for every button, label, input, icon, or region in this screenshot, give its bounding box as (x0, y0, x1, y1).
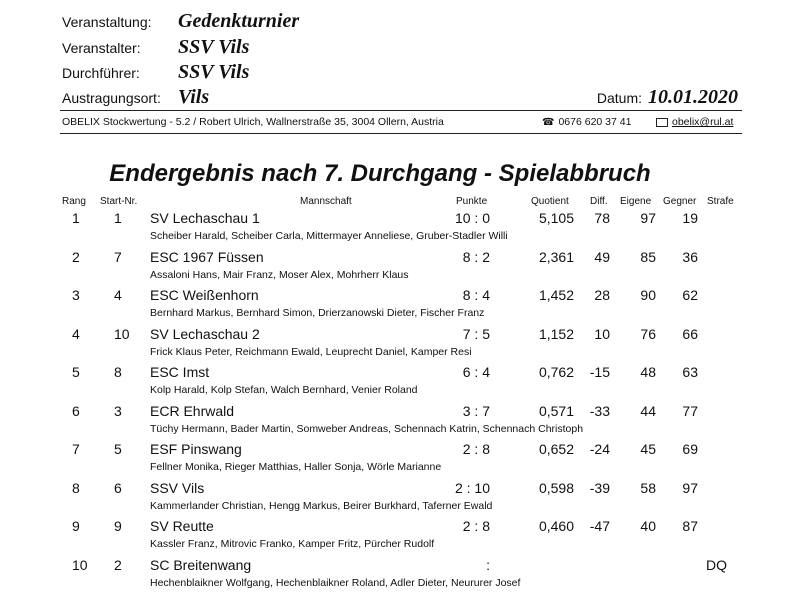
page-title: Endergebnis nach 7. Durchgang - Spielabbruch (109, 160, 651, 187)
cell-eigene: 40 (640, 518, 656, 534)
cell-eigene: 48 (640, 364, 656, 380)
cell-eigene: 85 (640, 248, 656, 265)
cell-punkte: : (486, 556, 490, 573)
cell-diff: -24 (589, 441, 610, 457)
team-players: Kolp Harald, Kolp Stefan, Walch Bernhard, Venier Roland (150, 384, 418, 396)
table-row (0, 518, 800, 556)
cell-gegner: 77 (682, 402, 698, 419)
datum-label: Datum: (596, 90, 642, 106)
cell-rang: 1 (72, 210, 80, 226)
cell-quotient: 2,361 (538, 248, 574, 265)
contact-email[interactable]: obelix@rul.at (672, 116, 734, 128)
cell-rang: 9 (72, 518, 80, 534)
cell-punkte: 2 : 8 (462, 441, 490, 457)
col-rang: Rang (62, 196, 86, 207)
cell-eigene: 44 (640, 402, 656, 419)
cell-punkte: 6 : 4 (462, 364, 490, 380)
veranstaltung-value: Gedenkturnier (178, 10, 300, 32)
cell-rang: 2 (72, 248, 80, 265)
veranstalter-label: Veranstalter: (62, 40, 141, 56)
cell-punkte: 8 : 2 (462, 248, 490, 265)
durchfuehrer-value: SSV Vils (178, 61, 250, 83)
cell-diff: 28 (594, 287, 610, 303)
mail-icon (656, 118, 668, 127)
cell-strafe: DQ (706, 556, 727, 573)
cell-diff: -33 (589, 402, 610, 419)
table-row (0, 287, 800, 325)
header-veranstalter (62, 36, 249, 60)
table-row (0, 326, 800, 364)
cell-start: 4 (114, 287, 122, 303)
header-rule-bottom (60, 133, 742, 134)
table-row (0, 364, 800, 402)
header-durchfuehrer (62, 61, 249, 85)
cell-quotient: 5,105 (538, 210, 574, 226)
contact-mail-wrap (656, 116, 733, 128)
cell-punkte: 2 : 8 (462, 518, 490, 534)
cell-gegner: 69 (682, 441, 698, 457)
team-players: Hechenblaikner Wolfgang, Hechenblaikner Roland, Adler Dieter, Neururer Josef (150, 576, 521, 589)
cell-gegner: 19 (682, 210, 698, 226)
cell-quotient: 1,452 (538, 287, 574, 303)
cell-team: ESC 1967 Füssen (150, 248, 264, 265)
cell-team: SV Reutte (150, 518, 214, 534)
team-players: Bernhard Markus, Bernhard Simon, Drierzanowski Dieter, Fischer Franz (150, 307, 485, 319)
team-players: Kassler Franz, Mitrovic Franko, Kamper Fritz, Pürcher Rudolf (150, 538, 435, 550)
cell-eigene: 76 (640, 325, 656, 342)
cell-quotient: 1,152 (538, 325, 574, 342)
team-players: Tüchy Hermann, Bader Martin, Somweber Andreas, Schennach Katrin, Schennach Christoph (150, 422, 584, 435)
cell-rang: 5 (72, 364, 80, 380)
contact-address: OBELIX Stockwertung - 5.2 / Robert Ulrich, Wallnerstraße 35, 3004 Ollern, Austria (62, 116, 444, 128)
cell-team: ESC Weißenhorn (150, 287, 259, 303)
cell-eigene: 58 (640, 479, 656, 496)
cell-gegner: 62 (682, 287, 698, 303)
cell-start: 9 (114, 518, 122, 534)
cell-team: ESC Imst (150, 364, 210, 380)
table-row (0, 403, 800, 441)
header-rule-top (60, 110, 742, 111)
cell-eigene: 97 (640, 210, 656, 226)
cell-punkte: 7 : 5 (462, 325, 490, 342)
cell-diff: 78 (594, 210, 610, 226)
cell-diff: -15 (589, 364, 610, 380)
team-players: Scheiber Harald, Scheiber Carla, Mittermayer Anneliese, Gruber-Stadler Willi (150, 230, 508, 242)
veranstalter-value: SSV Vils (178, 36, 250, 58)
datum-value: 10.01.2020 (648, 86, 738, 108)
cell-start: 2 (114, 556, 122, 573)
team-players: Frick Klaus Peter, Reichmann Ewald, Leuprecht Daniel, Kamper Resi (150, 345, 472, 358)
team-players: Kammerlander Christian, Hengg Markus, Beirer Burkhard, Taferner Ewald (150, 499, 493, 512)
cell-rang: 8 (72, 479, 80, 496)
cell-eigene: 90 (640, 287, 656, 303)
col-punkte: Punkte (456, 196, 488, 207)
cell-rang: 10 (72, 556, 88, 573)
cell-team: SC Breitenwang (150, 556, 252, 573)
cell-quotient: 0,652 (538, 441, 574, 457)
header-austragungsort (62, 86, 209, 110)
cell-quotient: 0,598 (538, 479, 574, 496)
cell-gegner: 87 (682, 518, 698, 534)
cell-start: 7 (114, 248, 122, 265)
austragungsort-label: Austragungsort: (62, 90, 161, 106)
contact-line (62, 116, 740, 130)
durchfuehrer-label: Durchführer: (62, 65, 140, 81)
col-quotient: Quotient (531, 196, 569, 207)
col-diff: Diff. (590, 196, 608, 207)
cell-diff: -47 (589, 518, 610, 534)
cell-punkte: 3 : 7 (462, 402, 490, 419)
cell-team: ECR Ehrwald (150, 402, 235, 419)
cell-diff: 49 (594, 248, 610, 265)
cell-team: SV Lechaschau 2 (150, 325, 260, 342)
col-start: Start-Nr. (100, 196, 138, 207)
datum (597, 86, 738, 109)
table-row (0, 249, 800, 287)
cell-quotient: 0,571 (538, 402, 574, 419)
contact-phone: 0676 620 37 41 (558, 116, 632, 128)
cell-start: 6 (114, 479, 122, 496)
cell-rang: 4 (72, 325, 80, 342)
col-mannschaft: Mannschaft (300, 196, 352, 207)
cell-team: ESF Pinswang (150, 441, 242, 457)
austragungsort-value: Vils (178, 86, 210, 108)
cell-start: 5 (114, 441, 122, 457)
cell-diff: 10 (594, 325, 610, 342)
cell-gegner: 36 (682, 248, 698, 265)
cell-rang: 6 (72, 402, 80, 419)
team-players: Fellner Monika, Rieger Matthias, Haller Sonja, Wörle Marianne (150, 461, 442, 473)
table-row (0, 210, 800, 248)
cell-quotient: 0,460 (538, 518, 574, 534)
cell-team: SV Lechaschau 1 (150, 210, 260, 226)
cell-quotient: 0,762 (538, 364, 574, 380)
cell-gegner: 63 (682, 364, 698, 380)
cell-start: 8 (114, 364, 122, 380)
cell-eigene: 45 (640, 441, 656, 457)
veranstaltung-label: Veranstaltung: (62, 14, 152, 30)
cell-punkte: 2 : 10 (454, 479, 490, 496)
contact-phone-wrap (542, 116, 631, 128)
table-row (0, 557, 800, 595)
cell-start: 3 (114, 402, 122, 419)
cell-punkte: 8 : 4 (462, 287, 490, 303)
cell-diff: -39 (589, 479, 610, 496)
header-veranstaltung (62, 10, 299, 34)
cell-rang: 3 (72, 287, 80, 303)
cell-punkte: 10 : 0 (454, 210, 490, 226)
team-players: Assaloni Hans, Mair Franz, Moser Alex, Mohrherr Klaus (150, 268, 409, 281)
cell-start: 1 (114, 210, 122, 226)
cell-gegner: 66 (682, 325, 698, 342)
cell-gegner: 97 (682, 479, 698, 496)
phone-icon: ☎ (542, 117, 555, 128)
table-row (0, 441, 800, 479)
cell-team: SSV Vils (150, 479, 205, 496)
cell-rang: 7 (72, 441, 80, 457)
col-gegner: Gegner (663, 196, 697, 207)
cell-start: 10 (114, 325, 130, 342)
col-strafe: Strafe (707, 196, 734, 207)
col-eigene: Eigene (620, 196, 652, 207)
table-row (0, 480, 800, 518)
